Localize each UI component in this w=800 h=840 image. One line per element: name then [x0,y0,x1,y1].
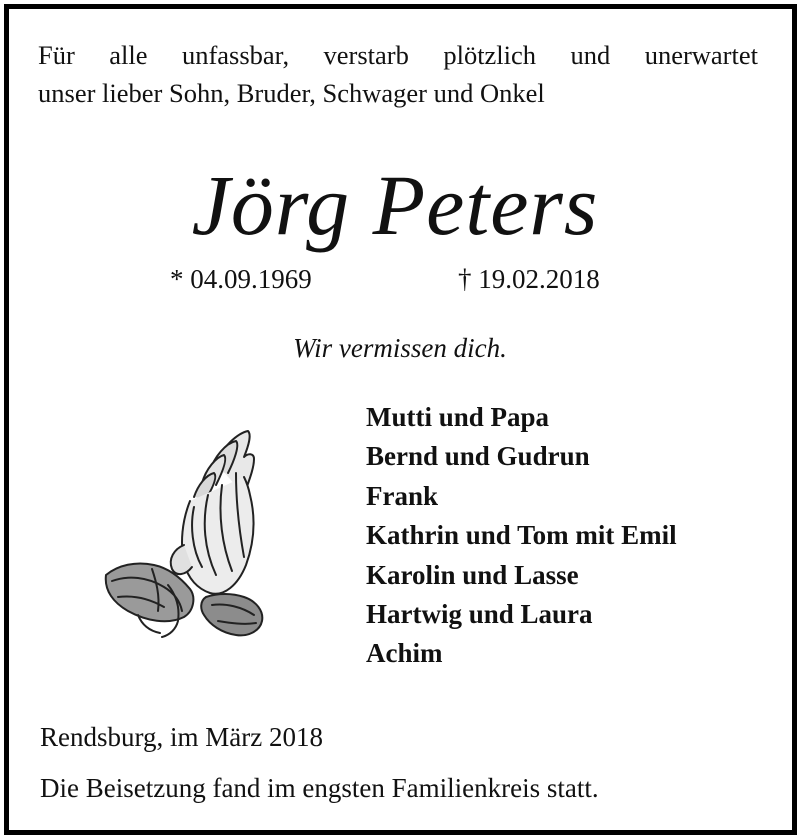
funeral-notice: Die Beisetzung fand im engsten Familienkreis statt. [40,773,599,803]
birth-date: * 04.09.1969 [170,264,312,294]
family-member: Achim [366,638,443,669]
intro-line-2: unser lieber Sohn, Bruder, Schwager und Onkel [38,78,545,108]
family-member: Bernd und Gudrun [366,441,590,472]
family-member: Hartwig und Laura [366,599,593,630]
family-member: Kathrin und Tom mit Emil [366,520,677,551]
death-date: † 19.02.2018 [458,264,600,294]
intro-line-1: Für alle unfassbar, verstarb plötzlich und unerwartet [38,40,758,70]
intro-text [38,36,758,112]
family-member: Karolin und Lasse [366,559,579,590]
place-date: Rendsburg, im März 2018 [40,722,323,752]
family-member: Frank [366,480,439,511]
family-member: Mutti und Papa [366,402,550,432]
deceased-name: Jörg Peters [191,157,599,253]
family-list [366,398,677,674]
motto: Wir vermissen dich. [293,333,507,363]
praying-hands-icon [98,425,268,640]
